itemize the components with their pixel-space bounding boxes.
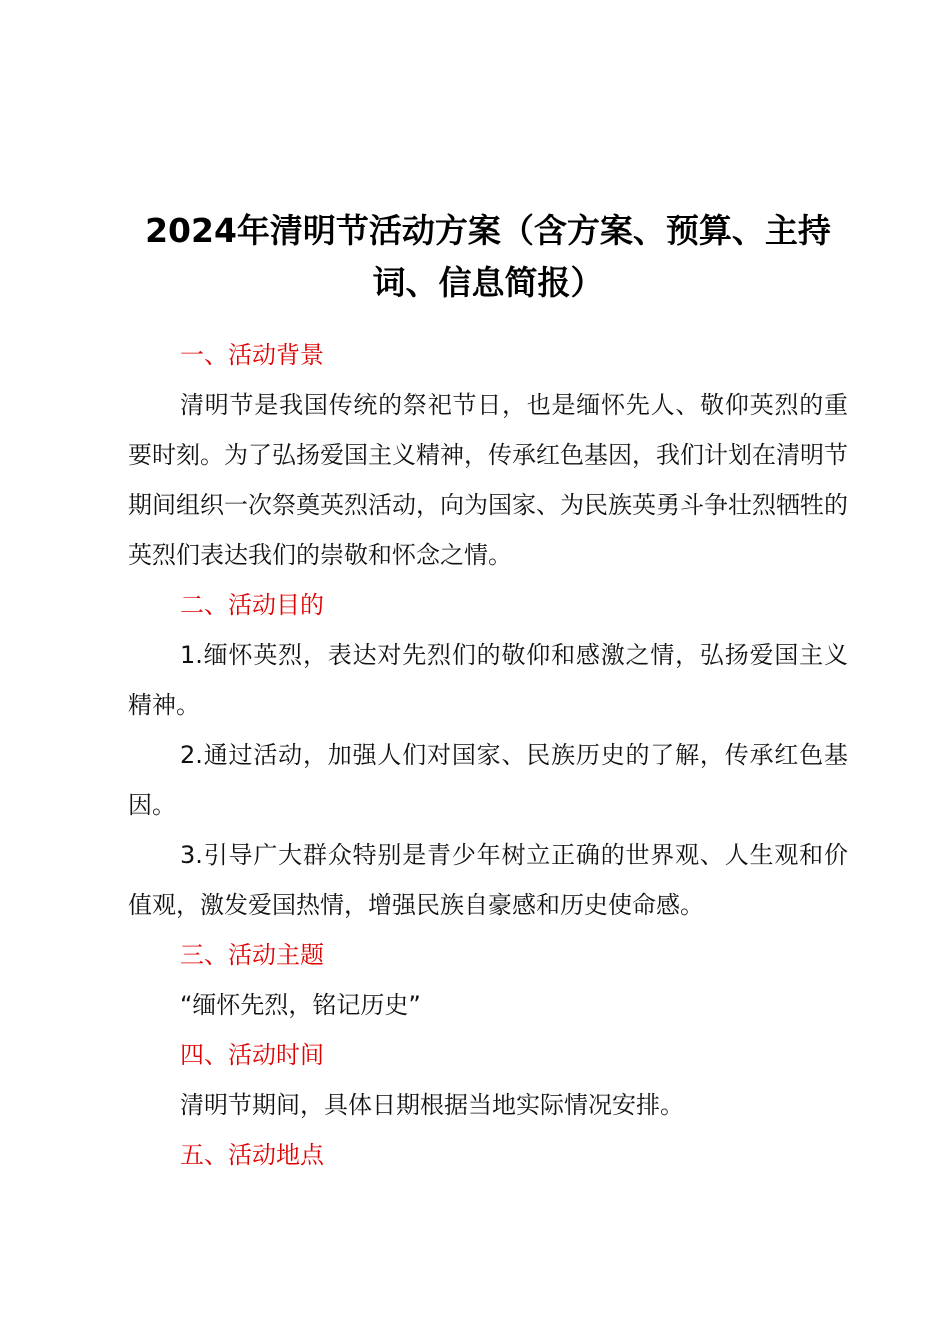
section-heading-time: 四、活动时间 <box>180 1041 324 1069</box>
theme-paragraph: “缅怀先烈，铭记历史” <box>180 991 421 1019</box>
background-paragraph: 清明节是我国传统的祭祀节日，也是缅怀先人、敬仰英烈的重要时刻。为了弘扬爱国主义精神，传承红色基因，我们计划在清明节期间组织一次祭奠英烈活动，向为国家、为民族英勇斗争壮烈牺牲的英烈们表达我们的崇敬和怀念之情。 <box>128 391 848 569</box>
title-line-1: 2024年清明节活动方案（含方案、预算、主持 <box>145 211 831 250</box>
purpose-item-2: 2.通过活动，加强人们对国家、民族历史的了解，传承红色基因。 <box>128 741 848 819</box>
purpose-item-1: 1.缅怀英烈，表达对先烈们的敬仰和感激之情，弘扬爱国主义精神。 <box>128 641 848 719</box>
document-title <box>118 205 858 309</box>
title-line-2: 词、信息简报） <box>372 263 604 302</box>
section-heading-theme: 三、活动主题 <box>180 941 324 969</box>
time-paragraph: 清明节期间，具体日期根据当地实际情况安排。 <box>180 1091 684 1119</box>
purpose-item-3: 3.引导广大群众特别是青少年树立正确的世界观、人生观和价值观，激发爱国热情，增强民族自豪感和历史使命感。 <box>128 841 848 919</box>
document-body <box>128 330 848 1180</box>
section-heading-background: 一、活动背景 <box>180 341 324 369</box>
section-heading-purpose: 二、活动目的 <box>180 591 324 619</box>
section-heading-location: 五、活动地点 <box>180 1141 324 1169</box>
